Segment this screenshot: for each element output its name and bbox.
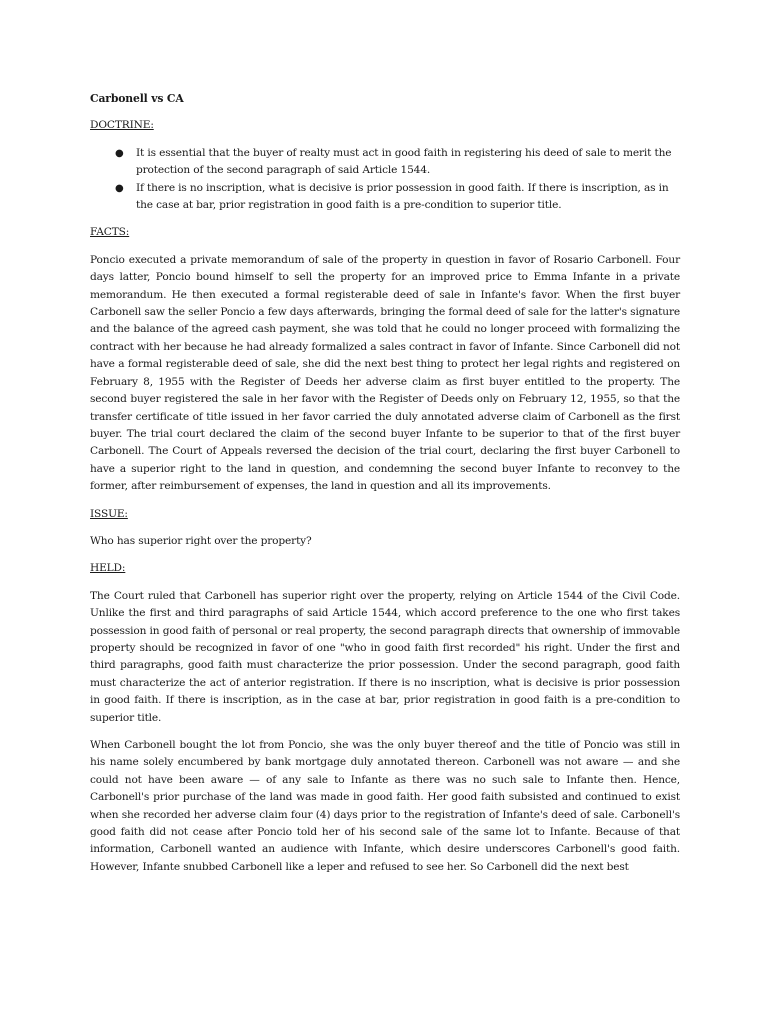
facts-heading: FACTS: [90,226,130,239]
issue-heading: ISSUE: [90,507,128,520]
held-paragraph-2: When Carbonell bought the lot from Poncio, she was the only buyer thereof and the title of Poncio was still in his name solely encumbered by bank mortgage duly annotated thereon. Carbonell was not aware — and she could not have been aware — of any sale to Infante as there was no such sale to Infante then. Hence, Carbonell's prior purchase of the land was made in good faith. Her good faith subsisted and continued to exist when she recorded her adverse claim four (4) days prior to the registration of Infante's deed of sale. Carbonell's good faith did not cease after Poncio told her of his second sale of the same lot to Infante. Because of that information, Carbonell wanted an audience with Infante, which desire underscores Carbonell's good faith. However, Infante snubbed Carbonell like a leper and refused to see her. So Carbonell did the next best [90,739,680,873]
facts-paragraph: Poncio executed a private memorandum of sale of the property in question in favor of Rosario Carbonell. Four days latter, Poncio bound himself to sell the property for an improved price to Emma Infante in a private memorandum. He then executed a formal registerable deed of sale in Infante's favor. When the first buyer Carbonell saw the seller Poncio a few days afterwards, bringing the formal deed of sale for the latter's signature and the balance of the agreed cash payment, she was told that he could no longer proceed with formalizing the contract with her because he had already formalized a sales contract in favor of Infante. Since Carbonell did not have a formal registerable deed of sale, she did the next best thing to protect her legal rights and registered on February 8, 1955 with the Register of Deeds her adverse claim as first buyer entitled to the property. The second buyer registered the sale in her favor with the Register of Deeds only on February 12, 1955, so that the transfer certificate of title issued in her favor carried the duly annotated adverse claim of Carbonell as the first buyer. The trial court declared the claim of the second buyer Infante to be superior to that of the first buyer Carbonell. The Court of Appeals reversed the decision of the trial court, declaring the first buyer Carbonell to have a superior right to the land in question, and condemning the second buyer Infante to reconvey to the former, after reimbursement of expenses, the land in question and all its improvements. [90,253,680,493]
bullet-icon: ● [115,147,124,159]
bullet-icon: ● [115,182,124,194]
issue-paragraph: Who has superior right over the property? [90,534,312,547]
doctrine-heading: DOCTRINE: [90,119,154,132]
doctrine-item-text: If there is no inscription, what is decisive is prior possession in good faith. If there is inscription, as in the case at bar, prior registration in good faith is a pre-condition to superior title. [136,181,669,212]
doctrine-item-text: It is essential that the buyer of realty must act in good faith in registering his deed of sale to merit the protection of the second paragraph of said Article 1544. [136,146,672,177]
doctrine-list [90,145,680,215]
held-paragraph-1: The Court ruled that Carbonell has superior right over the property, relying on Article 1544 of the Civil Code. Unlike the first and third paragraphs of said Article 1544, which accord preference to the one who first takes possession in good faith of personal or real property, the second paragraph directs that ownership of immovable property should be recognized in favor of one "who in good faith first recorded" his right. Under the first and third paragraphs, good faith must characterize the prior possession. Under the second paragraph, good faith must characterize the act of anterior registration. If there is no inscription, what is decisive is prior possession in good faith. If there is inscription, as in the case at bar, prior registration in good faith is a pre-condition to superior title. [90,589,680,724]
held-heading: HELD: [90,562,126,575]
doctrine-item [115,145,680,180]
doctrine-item [115,180,680,215]
case-title: Carbonell vs CA [90,92,184,105]
